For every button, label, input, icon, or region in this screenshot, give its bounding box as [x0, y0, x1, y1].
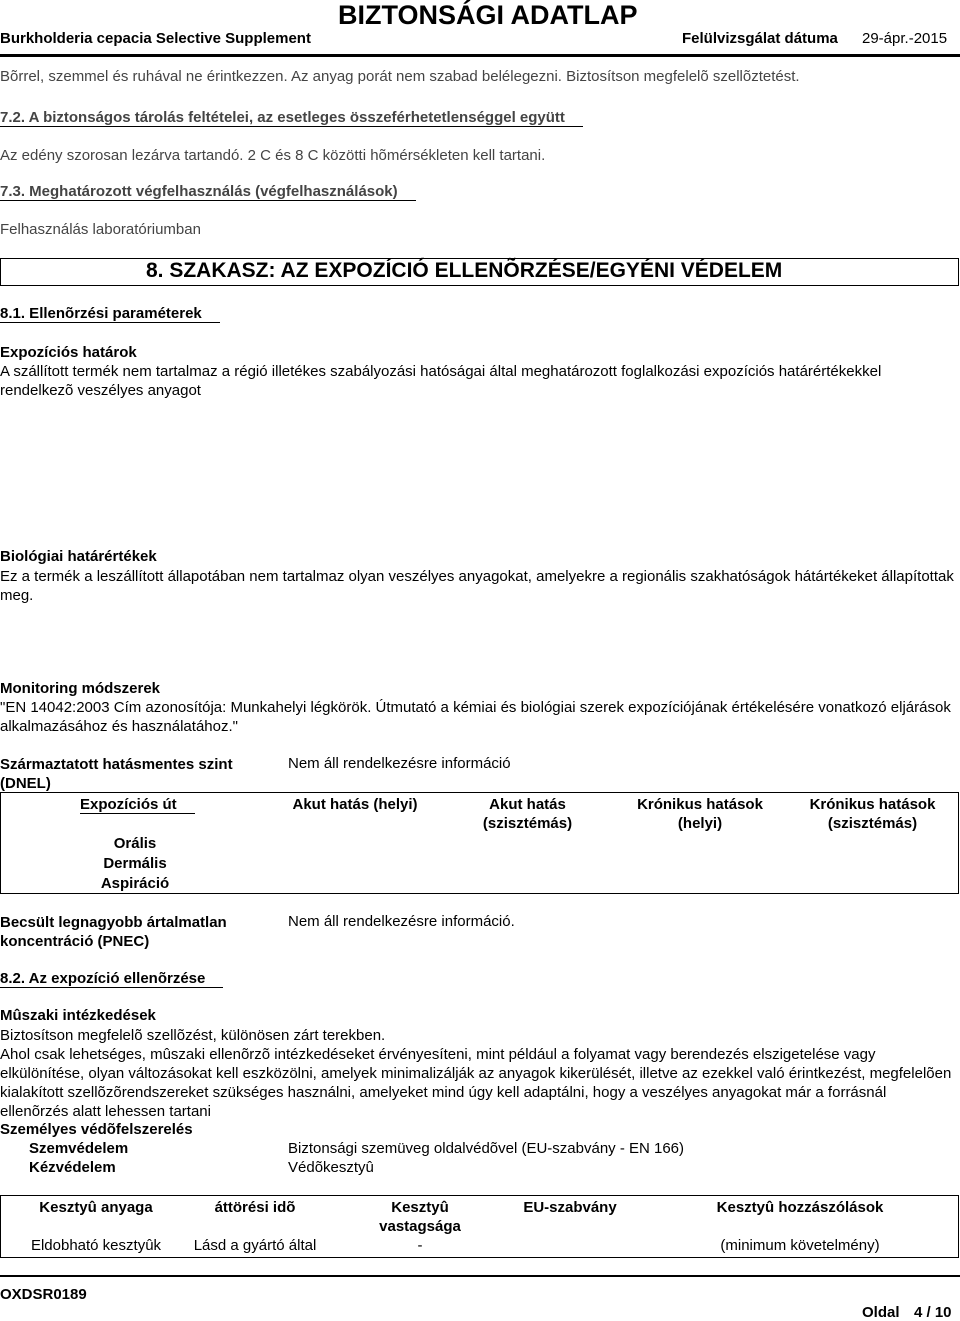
- dnel-label: Származtatott hatásmentes szint (DNEL): [0, 756, 233, 792]
- eye-protection-value: Biztonsági szemüveg oldalvédõvel (EU-szabvány - EN 166): [288, 1140, 685, 1157]
- ppe-title: Személyes védõfelszerelés: [0, 1121, 193, 1138]
- dnel-col-route: Expozíciós út: [80, 795, 200, 814]
- dnel-route-dermal: Dermális: [103, 855, 167, 872]
- hand-protection-value: Védõkesztyû: [288, 1159, 374, 1176]
- glove-col-standard: EU-szabvány: [523, 1199, 617, 1216]
- page-label: Oldal: [862, 1304, 900, 1321]
- dnel-col-acute-systemic: Akut hatás (szisztémás): [482, 796, 573, 832]
- glove-cell-comments: (minimum követelmény): [720, 1237, 880, 1254]
- page-number: 4 / 10: [914, 1304, 952, 1321]
- bio-limits-text: Ez a termék a leszállított állapotában nem tartalmaz olyan veszélyes anyagokat, amelyekre a regionális szakhatóságok hátártékeket állapítottak meg.: [0, 568, 954, 604]
- document-title: BIZTONSÁGI ADATLAP: [338, 0, 638, 30]
- eye-protection-label: Szemvédelem: [29, 1140, 129, 1157]
- heading-8-1: 8.1. Ellenõrzési paraméterek: [0, 305, 220, 322]
- dnel-col-chronic-systemic: Krónikus hatások (szisztémás): [809, 796, 936, 832]
- exposure-limits-text: A szállított termék nem tartalmaz a régió illetékes szabályozási hatóságai által meghatározott foglalkozási expozíciós határértékekkel rendelkezõ veszélyes anyagot: [0, 363, 882, 399]
- dnel-route-oral: Orális: [113, 835, 157, 852]
- glove-col-thickness: Kesztyû vastagsága: [379, 1199, 461, 1235]
- pnec-label: Becsült legnagyobb ártalmatlan koncentráció (PNEC): [0, 914, 227, 950]
- exposure-limits-title: Expozíciós határok: [0, 344, 137, 361]
- glove-col-material: Kesztyû anyaga: [39, 1199, 153, 1216]
- revision-label: Felülvizsgálat dátuma: [682, 30, 838, 47]
- footer-divider: [0, 1275, 960, 1277]
- heading-8-2: 8.2. Az expozíció ellenõrzése: [0, 970, 223, 987]
- header-divider: [0, 54, 960, 57]
- handling-text: Bõrrel, szemmel és ruhával ne érintkezzen. Az anyag porát nem szabad belélegezni. Biztosítson megfelelõ szellõztetést.: [0, 68, 800, 85]
- engineering-text-1: Biztosítson megfelelõ szellõzést, különösen zárt terekben.: [0, 1027, 386, 1044]
- revision-date: 29-ápr.-2015: [862, 30, 948, 47]
- heading-7-2: 7.2. A biztonságos tárolás feltételei, az esetleges összeférhetetlenséggel együtt: [0, 109, 583, 126]
- document-code: OXDSR0189: [0, 1286, 87, 1303]
- end-use-text: Felhasználás laboratóriumban: [0, 221, 201, 238]
- glove-col-comments: Kesztyû hozzászólások: [716, 1199, 884, 1216]
- pnec-value: Nem áll rendelkezésre információ.: [288, 913, 515, 930]
- dnel-value: Nem áll rendelkezésre információ: [288, 755, 511, 772]
- storage-text: Az edény szorosan lezárva tartandó. 2 C és 8 C közötti hõmérsékleten kell tartani.: [0, 147, 546, 164]
- heading-7-3: 7.3. Meghatározott végfelhasználás (végfelhasználások): [0, 183, 416, 200]
- hand-protection-label: Kézvédelem: [29, 1159, 116, 1176]
- monitoring-text: "EN 14042:2003 Cím azonosítója: Munkahelyi légkörök. Útmutató a kémiai és biológiai szerek expozíciójának értékelésére vonatkozó eljárások alkalmazásához és használatához.": [0, 699, 951, 735]
- product-name: Burkholderia cepacia Selective Supplement: [0, 30, 311, 47]
- section-8-title: 8. SZAKASZ: AZ EXPOZÍCIÓ ELLENÕRZÉSE/EGYÉNI VÉDELEM: [146, 259, 783, 282]
- glove-cell-material: Eldobható kesztyûk: [30, 1237, 162, 1254]
- engineering-text-2: Ahol csak lehetséges, mûszaki ellenõrzõ intézkedéseket érvényesíteni, mint például a folyamat vagy berendezés elszigetelése vagy elkülönítése, olyan változásokat kell eszközölni, amelyek minimalizálják az anyagok kikerülését, illetve az ezekkel való érintkezést, megfelelõen kialakított szellõzõrendszereket szükséges használni, amelyeket mind úgy kell adaptálni, hogy a veszélyes anyagokat már a forrásnál ellenõrzés alatt lehessen tartani: [0, 1046, 952, 1120]
- engineering-title: Mûszaki intézkedések: [0, 1007, 156, 1024]
- glove-cell-thickness: -: [417, 1237, 423, 1254]
- glove-col-breakthrough: áttörési idõ: [214, 1199, 296, 1216]
- bio-limits-title: Biológiai határértékek: [0, 548, 157, 565]
- dnel-col-chronic-local: Krónikus hatások (helyi): [637, 796, 763, 832]
- dnel-col-acute-local: Akut hatás (helyi): [292, 796, 418, 813]
- monitoring-title: Monitoring módszerek: [0, 680, 161, 697]
- glove-cell-breakthrough: Lásd a gyártó által: [193, 1237, 317, 1254]
- dnel-route-aspiration: Aspiráció: [100, 875, 170, 892]
